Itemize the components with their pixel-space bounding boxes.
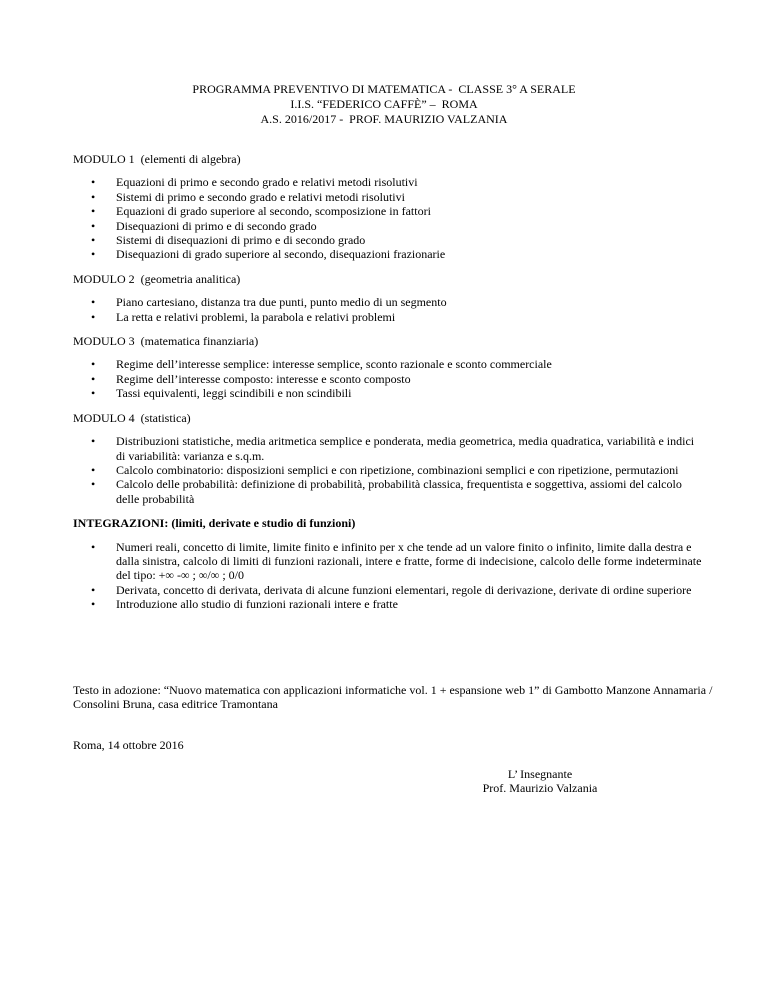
signature-role: L’ Insegnante [507,767,573,781]
list-item-text: Equazioni di primo e secondo grado e relativi metodi risolutivi [116,175,418,190]
list-item [73,295,703,309]
list-item [73,477,703,506]
module-title: MODULO 2 (geometria analitica) [73,271,241,286]
bullet-icon: • [91,247,96,262]
list-item [73,204,703,218]
list-item-text: Regime dell’interesse semplice: interesse semplice, sconto razionale e sconto commerciale [116,357,552,372]
module-2 [73,272,703,324]
list-item-text: Derivata, concetto di derivata, derivata di alcune funzioni elementari, regole di derivazione, derivate di ordine superiore [116,582,692,597]
module-integrazioni [73,516,703,611]
module-item-list [73,295,703,324]
bullet-icon: • [91,477,96,492]
bullet-icon: • [91,371,96,386]
list-item [73,175,703,189]
bullet-icon: • [91,582,96,597]
module-item-list [73,175,703,261]
list-item-text: Disequazioni di grado superiore al secondo, disequazioni frazionarie [116,247,446,262]
list-item [73,540,703,583]
module-4 [73,411,703,506]
list-item [73,247,703,261]
bullet-icon: • [91,189,96,204]
bullet-icon: • [91,434,96,449]
signature-block [455,767,625,796]
module-title: MODULO 3 (matematica finanziaria) [73,334,259,349]
bullet-icon: • [91,386,96,401]
list-item [73,372,703,386]
bullet-icon: • [91,539,96,554]
program-content [73,152,703,622]
textbook-note: Testo in adozione: “Nuovo matematica con applicazioni informatiche vol. 1 + espansione web 1” di Gambotto Manzone Annamaria / Consolini Bruna, casa editrice Tramontana [73,683,713,712]
list-item-text: Introduzione allo studio di funzioni razionali intere e fratte [116,597,398,612]
list-item [73,463,703,477]
bullet-icon: • [91,462,96,477]
list-item [73,310,703,324]
module-1 [73,152,703,262]
list-item-text: Piano cartesiano, distanza tra due punti, punto medio di un segmento [116,295,447,310]
list-item [73,190,703,204]
list-item-text: Disequazioni di primo e di secondo grado [116,218,317,233]
list-item-text: Tassi equivalenti, leggi scindibili e non scindibili [116,386,352,401]
list-item-text: Calcolo combinatorio: disposizioni semplici e con ripetizione, combinazioni semplici e con ripetizione, permutazioni [116,462,679,477]
list-item-text: Regime dell’interesse composto: interesse e sconto composto [116,371,411,386]
bullet-icon: • [91,175,96,190]
list-item-text: La retta e relativi problemi, la parabola e relativi problemi [116,309,396,324]
signature-name: Prof. Maurizio Valzania [482,781,598,796]
list-item [73,357,703,371]
module-title: MODULO 1 (elementi di algebra) [73,152,241,166]
header-year-teacher: A.S. 2016/2017 - PROF. MAURIZIO VALZANIA [260,112,508,127]
list-item-text: Sistemi di primo e secondo grado e relativi metodi risolutivi [116,189,405,204]
bullet-icon: • [91,357,96,372]
list-item [73,219,703,233]
bullet-icon: • [91,597,96,612]
list-item [73,386,703,400]
module-title: MODULO 4 (statistica) [73,410,191,425]
list-item-text: Numeri reali, concetto di limite, limite finito e infinito per x che tende ad un valore finito o infinito, limite dalla destra e dalla sinistra, calcolo di limiti di funzioni razionali, intere e fratte, forme di indecisione, calcolo delle forme indeterminate del tipo: +∞ -∞ ; ∞/∞ ; 0/0 [116,539,702,583]
list-item [73,583,703,597]
module-3 [73,334,703,401]
header-title: PROGRAMMA PREVENTIVO DI MATEMATICA - CLASSE 3° A SERALE [192,82,576,96]
bullet-icon: • [91,233,96,248]
header-school: I.I.S. “FEDERICO CAFFÈ” – ROMA [290,97,478,112]
bullet-icon: • [91,295,96,310]
module-item-list [73,357,703,400]
list-item [73,597,703,611]
module-item-list [73,540,703,612]
list-item-text: Equazioni di grado superiore al secondo, scomposizione in fattori [116,204,431,219]
module-item-list [73,434,703,506]
module-title: INTEGRAZIONI: (limiti, derivate e studio di funzioni) [73,516,356,531]
document-header [0,82,768,128]
list-item [73,233,703,247]
document-date: Roma, 14 ottobre 2016 [73,738,184,752]
bullet-icon: • [91,204,96,219]
list-item-text: Distribuzioni statistiche, media aritmetica semplice e ponderata, media geometrica, media quadratica, variabilità e indici di variabilità: varianza e s.q.m. [116,434,695,463]
list-item [73,434,703,463]
bullet-icon: • [91,309,96,324]
list-item-text: Calcolo delle probabilità: definizione di probabilità, probabilità classica, frequentista e soggettiva, assiomi del calcolo delle probabilità [116,477,682,506]
list-item-text: Sistemi di disequazioni di primo e di secondo grado [116,233,366,248]
bullet-icon: • [91,218,96,233]
